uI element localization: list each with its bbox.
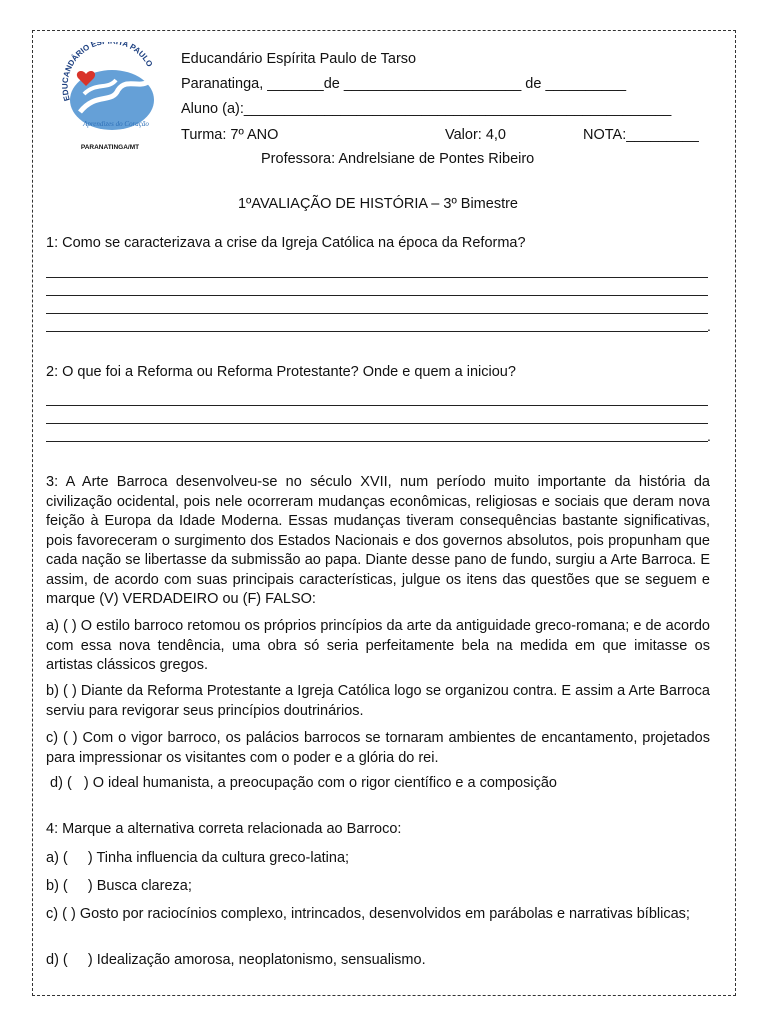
answer-line (46, 441, 708, 442)
q3-item-a: a) ( ) O estilo barroco retomou os próprios princípios da arte da antiguidade greco-romana; e de acordo com essa nova tendência, uma obra só seria perfeitamente bela na medida em que imitasse os artistas clássicos gregos. (46, 618, 710, 673)
logo-arc-text: EDUCANDÁRIO ES TA PAULO (60, 42, 155, 102)
q4-option-c: c) ( ) Gosto por raciocínios complexo, intrincados, desenvolvidos em parábolas e narrativas bíblicas; (46, 906, 690, 922)
end-mark: . (707, 318, 711, 334)
q4-option-a: a) ( ) Tinha influencia da cultura greco-latina; (46, 850, 350, 866)
question-3: 3: A Arte Barroca desenvolveu-se no século XVII, num período muito importante da história da civilização ocidental, pois nele ocorreram mudanças econômicas, religiosas e sociais que deram nova feição à Europa da Idade Moderna. Essas mudanças tiveram consequências bastante significativas, pois favoreceram o surgimento dos Estados Nacionais e dos governos absolutos, pois propunham que cada nação se libertasse da submissão ao papa. Diante desse pano de fundo, surgiu a Arte Barroca. E assim, de acordo com suas principais características, julgue os itens das questões que se seguem e marque (V) VERDADEIRO ou (F) FALSO: (46, 474, 710, 607)
question-1: 1: Como se caracterizava a crise da Igreja Católica na época da Reforma? (46, 235, 526, 251)
logo-motto: Aprendizes do Coração (83, 120, 149, 128)
answer-line (46, 277, 708, 278)
q4-option-b: b) ( ) Busca clareza; (46, 878, 192, 894)
answer-line (46, 313, 708, 314)
school-logo (56, 42, 164, 154)
value-label: Valor: 4,0 (445, 127, 506, 143)
end-mark: . (707, 428, 711, 444)
q4-option-d: d) ( ) Idealização amorosa, neoplatonismo, sensualismo. (46, 952, 426, 968)
class-label: Turma: 7º ANO (181, 127, 279, 143)
q3-item-c: c) ( ) Com o vigor barroco, os palácios barrocos se tornaram ambientes de encantamento, projetados para impressionar os visitantes com o poder e a glória do rei. (46, 730, 710, 766)
question-4: 4: Marque a alternativa correta relacionada ao Barroco: (46, 821, 402, 837)
answer-line (46, 331, 708, 332)
answer-line (46, 423, 708, 424)
school-name: Educandário Espírita Paulo de Tarso (181, 51, 417, 67)
logo-city: PARANATINGA/MT (80, 144, 140, 151)
date-line: Paranatinga, _______de ______________________ de __________ (181, 76, 627, 92)
q3-item-b: b) ( ) Diante da Reforma Protestante a Igreja Católica logo se organizou contra. E assim a Arte Barroca serviu para revigorar seus princípios doutrinários. (46, 683, 710, 719)
question-2: 2: O que foi a Reforma ou Reforma Protestante? Onde e quem a iniciou? (46, 364, 516, 380)
answer-line (46, 405, 708, 406)
student-line: Aluno (a):_____________________________________________________ (181, 101, 672, 117)
teacher-name: Professora: Andrelsiane de Pontes Ribeiro (261, 151, 535, 167)
grade-label: NOTA:_________ (583, 127, 699, 143)
exam-title: 1ºAVALIAÇÃO DE HISTÓRIA – 3º Bimestre (237, 196, 518, 212)
answer-line (46, 295, 708, 296)
q3-item-d: d) ( ) O ideal humanista, a preocupação com o rigor científico e a composição (46, 775, 557, 791)
